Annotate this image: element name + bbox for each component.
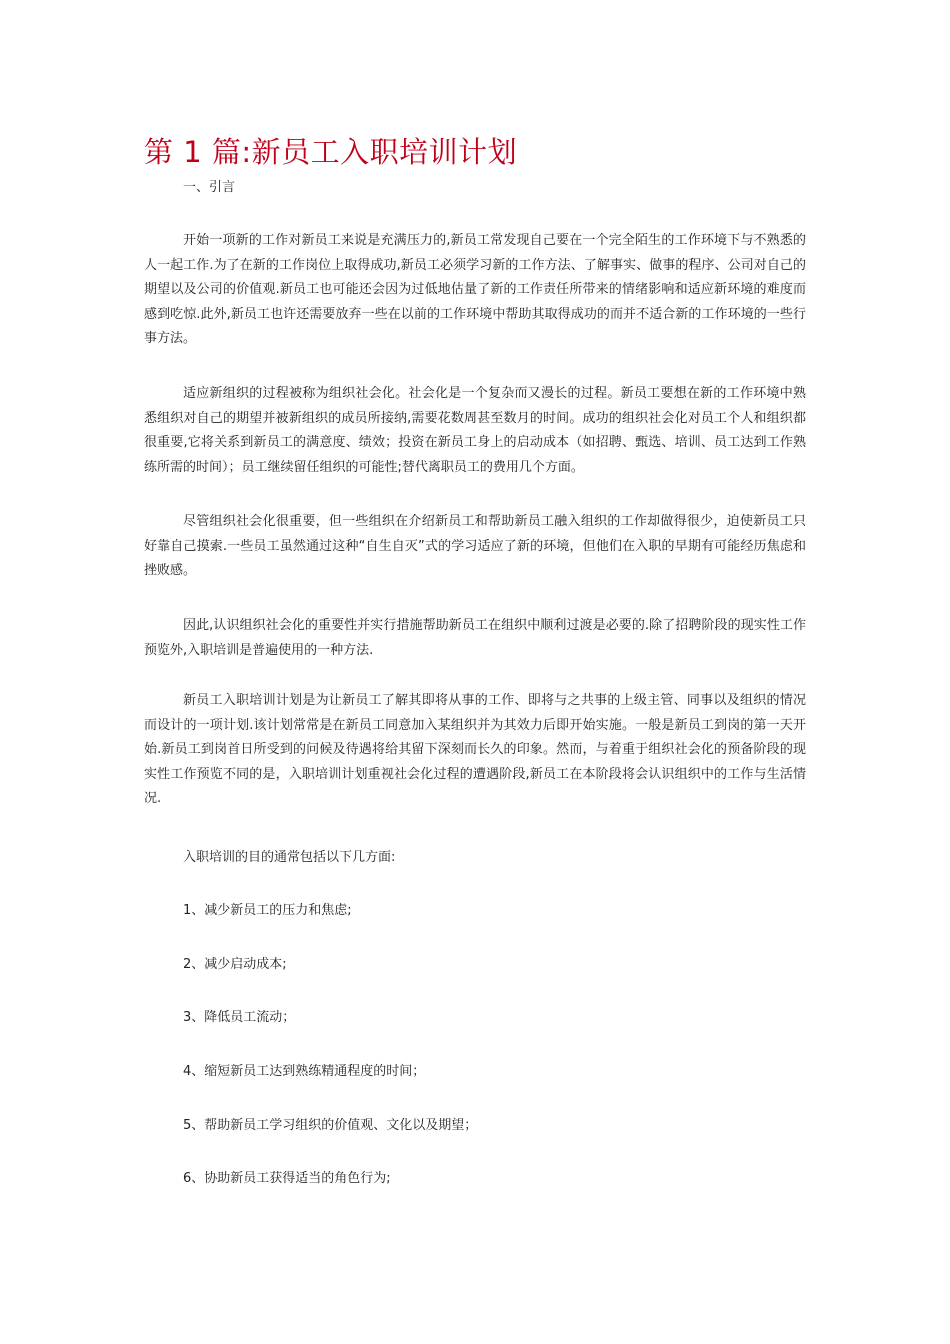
paragraph: 开始一项新的工作对新员工来说是充满压力的,新员工常发现自己要在一个完全陌生的工作环境下与不熟悉的人一起工作.为了在新的工作岗位上取得成功,新员工必须学习新的工作方法、了解事实、做事的程序、公司对自己的期望以及公司的价值观.新员工也可能还会因为过低地估量了新的工作责任所带来的情绪影响和适应新环境的难度而感到吃惊.此外,新员工也许还需要放弃一些在以前的工作环境中帮助其取得成功的而并不适合新的工作环境的一些行事方法。 — [144, 233, 806, 346]
list-item: 3、降低员工流动； — [183, 1010, 296, 1025]
paragraph: 因此,认识组织社会化的重要性并实行措施帮助新员工在组织中顺利过渡是必要的.除了招聘阶段的现实性工作预览外,入职培训是普遍使用的一种方法. — [144, 618, 806, 658]
list-intro: 入职培训的目的通常包括以下几方面: — [183, 850, 396, 865]
section-heading: 一、引言 — [183, 180, 236, 195]
paragraph: 适应新组织的过程被称为组织社会化。社会化是一个复杂而又漫长的过程。新员工要想在新的工作环境中熟悉组织对自己的期望并被新组织的成员所接纳,需要花数周甚至数月的时间。成功的组织社会化对员工个人和组织都很重要,它将关系到新员工的满意度、绩效；投资在新员工身上的启动成本（如招聘、甄选、培训、员工达到工作熟练所需的时间）；员工继续留任组织的可能性;替代离职员工的费用几个方面。 — [144, 386, 806, 475]
list-item: 6、协助新员工获得适当的角色行为; — [183, 1171, 391, 1186]
list-item: 1、减少新员工的压力和焦虑; — [183, 903, 352, 918]
list-item: 2、减少启动成本; — [183, 957, 287, 972]
document-title: 第 1 篇:新员工入职培训计划 — [144, 135, 518, 169]
paragraph: 新员工入职培训计划是为让新员工了解其即将从事的工作、即将与之共事的上级主管、同事以及组织的情况而设计的一项计划.该计划常常是在新员工同意加入某组织并为其效力后即开始实施。一般是新员工到岗的第一天开始.新员工到岗首日所受到的问候及待遇将给其留下深刻而长久的印象。然而，与着重于组织社会化的预备阶段的现实性工作预览不同的是，入职培训计划重视社会化过程的遭遇阶段,新员工在本阶段将会认识组织中的工作与生活情况. — [144, 693, 806, 806]
list-item: 5、帮助新员工学习组织的价值观、文化以及期望； — [183, 1118, 478, 1133]
list-item: 4、缩短新员工达到熟练精通程度的时间； — [183, 1064, 426, 1079]
paragraph: 尽管组织社会化很重要，但一些组织在介绍新员工和帮助新员工融入组织的工作却做得很少，迫使新员工只好靠自己摸索.一些员工虽然通过这种“自生自灭”式的学习适应了新的环境，但他们在入职的早期有可能经历焦虑和挫败感。 — [144, 514, 806, 578]
